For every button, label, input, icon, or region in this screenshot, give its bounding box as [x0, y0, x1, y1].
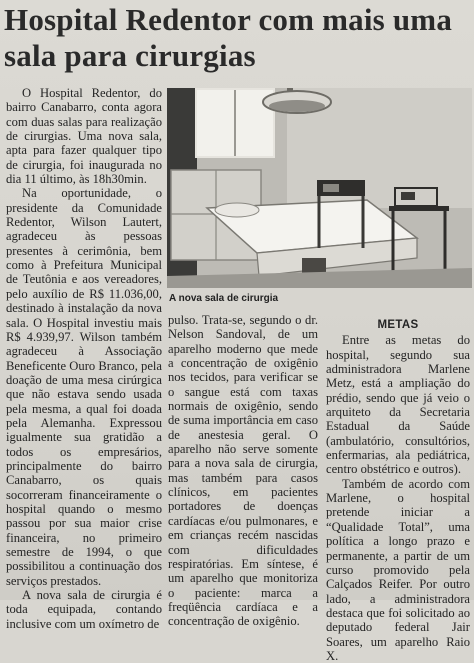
photo-caption: A nova sala de cirurgia [169, 293, 279, 304]
article-column-1 [6, 86, 162, 631]
section-heading: METAS [377, 319, 419, 331]
paragraph: O Hospital Redentor, do bairro Canabarro, conta agora com duas salas para realização de cirurgias. Uma nova sala, apta para fazer qualquer tipo de cirurgia, foi inaugurada no dia 11 último, às 18h30min. [6, 86, 162, 187]
paragraph: Também de acordo com Marlene, o hospital pretende iniciar a “Qualidade Total”, uma política a longo prazo e permanente, a partir de um curso promovido pela Calçados Reifer. Por outro lado, a administradora destaca que foi solicitado ao deputado federal Jair Soares, um aparelho Raio X. [326, 476, 470, 663]
paragraph: pulso. Trata-se, segundo o dr. Nelson Sandoval, de um aparelho moderno que mede a concentração de oxigênio nos tecidos, para verificar se o sangue está com taxas normais de oxigênio, sendo de suma importância em caso de anestesia geral. O aparelho não serve somente para a nova sala de cirurgia, mas também para casos clínicos, em pacientes portadores de doenças cardíacas e/ou pulmonares, e em crianças recém nascidas com dificuldades respiratórias. Em síntese, é um aparelho que monitoriza o paciente: marca a freqüência cardíaca e a concentração de oxigênio. [168, 313, 318, 629]
operating-room-photo [167, 88, 472, 288]
article-headline: Hospital Redentor com mais uma sala para cirurgias [4, 2, 453, 73]
paragraph: A nova sala de cirurgia é toda equipada, contando inclusive com um oxímetro de [6, 588, 162, 631]
paragraph: Entre as metas do hospital, segundo sua administradora Marlene Metz, está a ampliação do prédio, sendo que já veio o arquiteto da Secretaria Estadual da Saúde (ambulatório, consultórios, enfermarias, ala pediátrica, centro obstétrico e outros). [326, 333, 470, 477]
paragraph: Na oportunidade, o presidente da Comunidade Redentor, Wilson Lautert, agradeceu às pessoas presentes à cerimônia, bem como à Prefeitura Municipal de Teutônia e aos vereadores, pelo auxílio de R$ 11.036,00, destinado à instalação da nova sala. O Hospital investiu mais R$ 4.939,97. Wilson também agradeceu à Associação Beneficente Ouro Branco, pela doação de uma mesa cirúrgica que não estava sendo usada pela mesma, a qual foi doada pela Alemanha. Expressou igualmente sua gratidão a todos os empresários, principalmente do bairro Canabarro, os quais socorreram financeiramente o hospital quando o mesmo passou por sua maior crise financeira, no primeiro semestre de 1994, o que possibilitou a continuação dos serviços prestados. [6, 186, 162, 588]
article-column-2 [168, 313, 318, 629]
article-column-3 [326, 318, 470, 663]
